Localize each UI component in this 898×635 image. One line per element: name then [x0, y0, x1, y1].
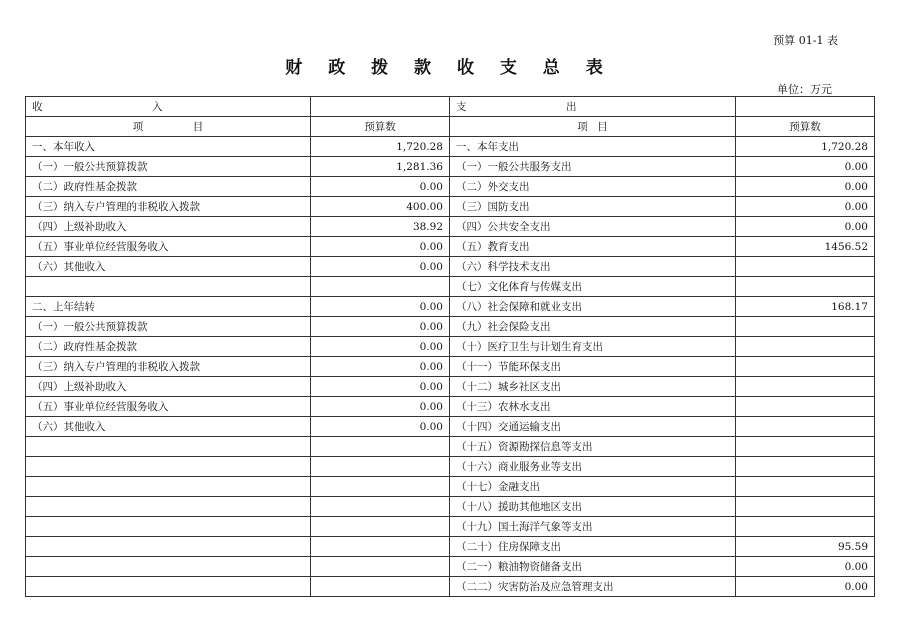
expense-amount-cell [736, 257, 875, 277]
income-item-cell: （五）事业单位经营服务收入 [26, 397, 311, 417]
table-row [26, 417, 875, 437]
expense-header [450, 97, 736, 117]
expense-amount-cell: 95.59 [736, 537, 875, 557]
expense-amount-cell [736, 517, 875, 537]
table-row [26, 177, 875, 197]
income-amount-cell [311, 537, 450, 557]
expense-amount-cell: 0.00 [736, 217, 875, 237]
expense-item-header [450, 117, 736, 137]
expense-item-cell: （一）一般公共服务支出 [450, 157, 736, 177]
table-row [26, 277, 875, 297]
expense-item-cell: （二）外交支出 [450, 177, 736, 197]
expense-item-cell: （四）公共安全支出 [450, 217, 736, 237]
table-row [26, 577, 875, 597]
income-header-b: 入 [152, 100, 163, 113]
table-row [26, 477, 875, 497]
income-amount-cell [311, 577, 450, 597]
expense-item-cell: （十）医疗卫生与计划生育支出 [450, 337, 736, 357]
income-item-cell: （二）政府性基金拨款 [26, 177, 311, 197]
expense-amount-cell: 0.00 [736, 197, 875, 217]
income-amount-cell [311, 477, 450, 497]
table-row [26, 357, 875, 377]
income-amount-cell: 0.00 [311, 337, 450, 357]
income-item-cell [26, 457, 311, 477]
income-header [26, 97, 311, 117]
form-number: 预算 01-1 表 [773, 34, 838, 47]
income-item-cell: （一）一般公共预算拨款 [26, 317, 311, 337]
income-item-cell [26, 557, 311, 577]
income-amount-cell: 400.00 [311, 197, 450, 217]
unit-label: 单位：万元 [777, 83, 832, 96]
item-header-a: 项 [132, 120, 144, 133]
expense-item-cell: （十七）金融支出 [450, 477, 736, 497]
income-item-cell: （三）纳入专户管理的非税收入拨款 [26, 197, 311, 217]
income-amount-cell: 0.00 [311, 297, 450, 317]
income-item-cell: 二、上年结转 [26, 297, 311, 317]
item-header-b: 目 [597, 120, 608, 133]
income-item-header [26, 117, 311, 137]
header-row-columns [26, 117, 875, 137]
expense-item-cell: （十八）援助其他地区支出 [450, 497, 736, 517]
income-item-cell: （三）纳入专户管理的非税收入拨款 [26, 357, 311, 377]
income-amount-cell: 0.00 [311, 237, 450, 257]
expense-item-cell: （六）科学技术支出 [450, 257, 736, 277]
expense-item-cell: （二十）住房保障支出 [450, 537, 736, 557]
expense-amount-cell [736, 497, 875, 517]
income-amount-cell: 0.00 [311, 177, 450, 197]
expense-amount-cell: 168.17 [736, 297, 875, 317]
table-row [26, 557, 875, 577]
expense-item-cell: 一、本年支出 [450, 137, 736, 157]
income-item-cell [26, 477, 311, 497]
expense-amount-cell [736, 457, 875, 477]
income-item-cell [26, 437, 311, 457]
expense-item-cell: （十二）城乡社区支出 [450, 377, 736, 397]
expense-amount-cell [736, 357, 875, 377]
table-row [26, 237, 875, 257]
table-row [26, 257, 875, 277]
income-item-cell: （四）上级补助收入 [26, 377, 311, 397]
table-row [26, 197, 875, 217]
table-row [26, 497, 875, 517]
expense-item-cell: （十六）商业服务业等支出 [450, 457, 736, 477]
income-amount-cell: 0.00 [311, 417, 450, 437]
income-item-cell [26, 537, 311, 557]
table-row [26, 157, 875, 177]
expense-amount-cell: 0.00 [736, 557, 875, 577]
income-item-cell: （四）上级补助收入 [26, 217, 311, 237]
table-row [26, 457, 875, 477]
expense-header-a: 支 [456, 100, 467, 113]
income-amount-cell [311, 437, 450, 457]
expense-amount-cell [736, 317, 875, 337]
income-amount-cell [311, 277, 450, 297]
expense-item-cell: （十一）节能环保支出 [450, 357, 736, 377]
expense-item-cell: （十五）资源勘探信息等支出 [450, 437, 736, 457]
income-amount-cell: 38.92 [311, 217, 450, 237]
table-row [26, 297, 875, 317]
income-item-cell [26, 497, 311, 517]
income-amount-cell: 0.00 [311, 377, 450, 397]
expense-item-cell: （二一）粮油物资储备支出 [450, 557, 736, 577]
expense-item-cell: （五）教育支出 [450, 237, 736, 257]
expense-amount-cell [736, 397, 875, 417]
income-amount-cell [311, 457, 450, 477]
expense-item-cell: （八）社会保障和就业支出 [450, 297, 736, 317]
income-header-blank [311, 97, 450, 117]
income-amount-cell: 0.00 [311, 257, 450, 277]
table-row [26, 537, 875, 557]
expense-amount-cell [736, 337, 875, 357]
expense-budget-header: 预算数 [736, 117, 875, 137]
expense-header-b: 出 [566, 100, 577, 113]
income-item-cell: 一、本年收入 [26, 137, 311, 157]
expense-item-cell: （九）社会保险支出 [450, 317, 736, 337]
item-header-b: 目 [192, 120, 204, 133]
table-row [26, 217, 875, 237]
table-row [26, 317, 875, 337]
expense-item-cell: （十九）国土海洋气象等支出 [450, 517, 736, 537]
income-item-cell: （一）一般公共预算拨款 [26, 157, 311, 177]
income-amount-cell [311, 497, 450, 517]
expense-item-cell: （十四）交通运输支出 [450, 417, 736, 437]
income-item-cell [26, 517, 311, 537]
expense-amount-cell: 1456.52 [736, 237, 875, 257]
budget-table [25, 96, 875, 597]
income-header-a: 收 [32, 100, 43, 113]
table-row [26, 337, 875, 357]
expense-item-cell: （二二）灾害防治及应急管理支出 [450, 577, 736, 597]
expense-amount-cell [736, 277, 875, 297]
income-item-cell: （五）事业单位经营服务收入 [26, 237, 311, 257]
income-amount-cell [311, 517, 450, 537]
expense-amount-cell [736, 437, 875, 457]
income-amount-cell: 0.00 [311, 317, 450, 337]
expense-amount-cell: 0.00 [736, 157, 875, 177]
item-header-a: 项 [577, 120, 588, 133]
income-item-cell [26, 577, 311, 597]
expense-item-cell: （三）国防支出 [450, 197, 736, 217]
expense-amount-cell [736, 377, 875, 397]
expense-item-cell: （七）文化体育与传媒支出 [450, 277, 736, 297]
income-amount-cell: 0.00 [311, 357, 450, 377]
table-row [26, 437, 875, 457]
expense-amount-cell [736, 477, 875, 497]
income-item-cell: （六）其他收入 [26, 417, 311, 437]
expense-amount-cell: 0.00 [736, 177, 875, 197]
header-row-top [26, 97, 875, 117]
table-title: 财 政 拨 款 收 支 总 表 [285, 58, 613, 78]
table-row [26, 137, 875, 157]
income-budget-header: 预算数 [311, 117, 450, 137]
income-item-cell: （二）政府性基金拨款 [26, 337, 311, 357]
income-item-cell: （六）其他收入 [26, 257, 311, 277]
expense-header-blank [736, 97, 875, 117]
table-row [26, 397, 875, 417]
expense-amount-cell: 0.00 [736, 577, 875, 597]
income-item-cell [26, 277, 311, 297]
table-row [26, 517, 875, 537]
income-amount-cell [311, 557, 450, 577]
expense-amount-cell: 1,720.28 [736, 137, 875, 157]
expense-amount-cell [736, 417, 875, 437]
income-amount-cell: 0.00 [311, 397, 450, 417]
expense-item-cell: （十三）农林水支出 [450, 397, 736, 417]
income-amount-cell: 1,720.28 [311, 137, 450, 157]
table-row [26, 377, 875, 397]
income-amount-cell: 1,281.36 [311, 157, 450, 177]
